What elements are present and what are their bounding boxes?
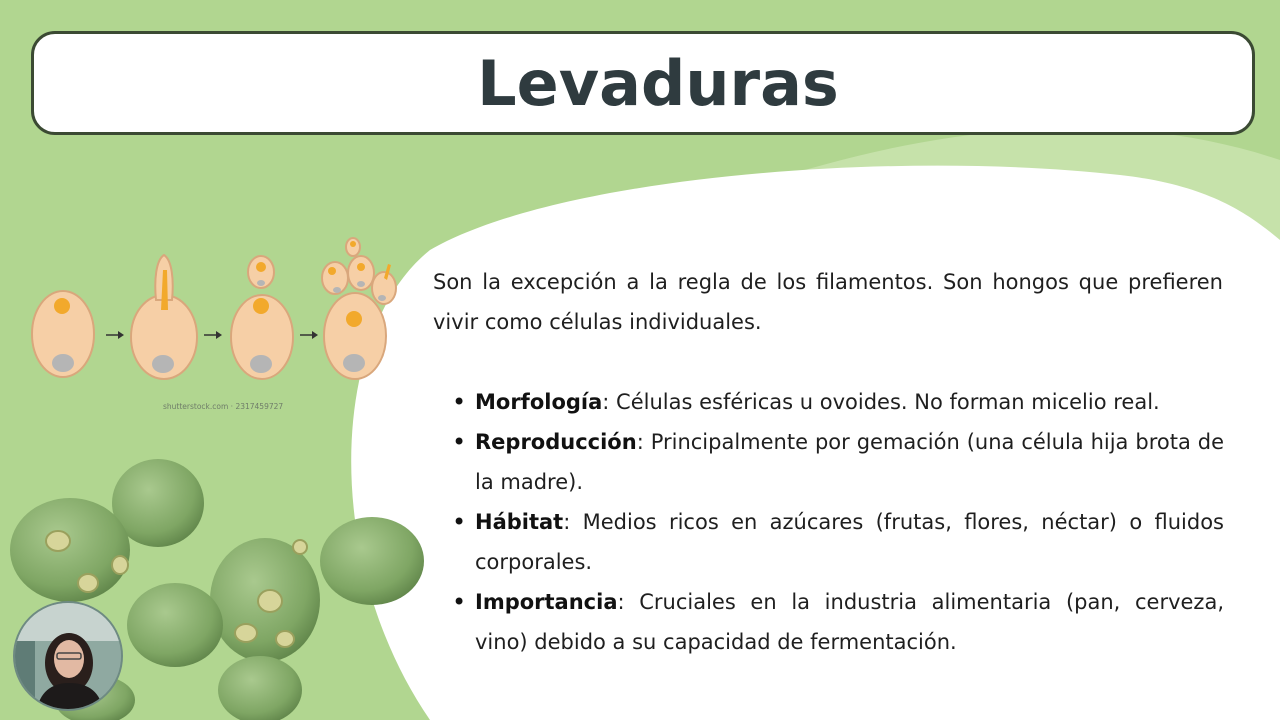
intro-paragraph: Son la excepción a la regla de los filamentos. Son hongos que prefieren vivir como células individuales. xyxy=(433,270,1223,334)
right-arrow-icon xyxy=(204,331,222,339)
right-arrow-icon xyxy=(106,331,124,339)
list-item-morfologia xyxy=(452,382,1224,422)
yeast-cell-4 xyxy=(322,238,396,379)
bullet-text: : Células esféricas u ovoides. No forman micelio real. xyxy=(602,390,1160,414)
bullet-term: Hábitat xyxy=(475,510,564,534)
bullet-term: Reproducción xyxy=(475,430,637,454)
list-item-habitat xyxy=(452,502,1224,582)
yeast-cell-3 xyxy=(231,256,293,379)
list-item-reproduccion xyxy=(452,422,1224,502)
bullet-text: : Cruciales en la industria alimentaria (pan, cerveza, vino) debido a su capacidad de fermentación. xyxy=(475,590,1224,654)
title-banner xyxy=(31,31,1255,135)
features-list xyxy=(452,382,1224,662)
list-item-importancia xyxy=(452,582,1224,662)
yeast-cell-2 xyxy=(131,255,197,379)
right-arrow-icon xyxy=(300,331,318,339)
slide-title: Levaduras xyxy=(477,46,839,120)
yeast-cell-1 xyxy=(32,291,94,377)
presenter-avatar xyxy=(15,603,121,709)
bullet-term: Importancia xyxy=(475,590,618,614)
budding-diagram xyxy=(20,230,410,390)
bullet-text: : Principalmente por gemación (una célula hija brota de la madre). xyxy=(475,430,1224,494)
bullet-term: Morfología xyxy=(475,390,603,414)
bullet-text: : Medios ricos en azúcares (frutas, flores, néctar) o fluidos corporales. xyxy=(475,510,1224,574)
image-credit: shutterstock.com · 2317459727 xyxy=(163,402,284,411)
presenter-webcam xyxy=(13,601,123,711)
